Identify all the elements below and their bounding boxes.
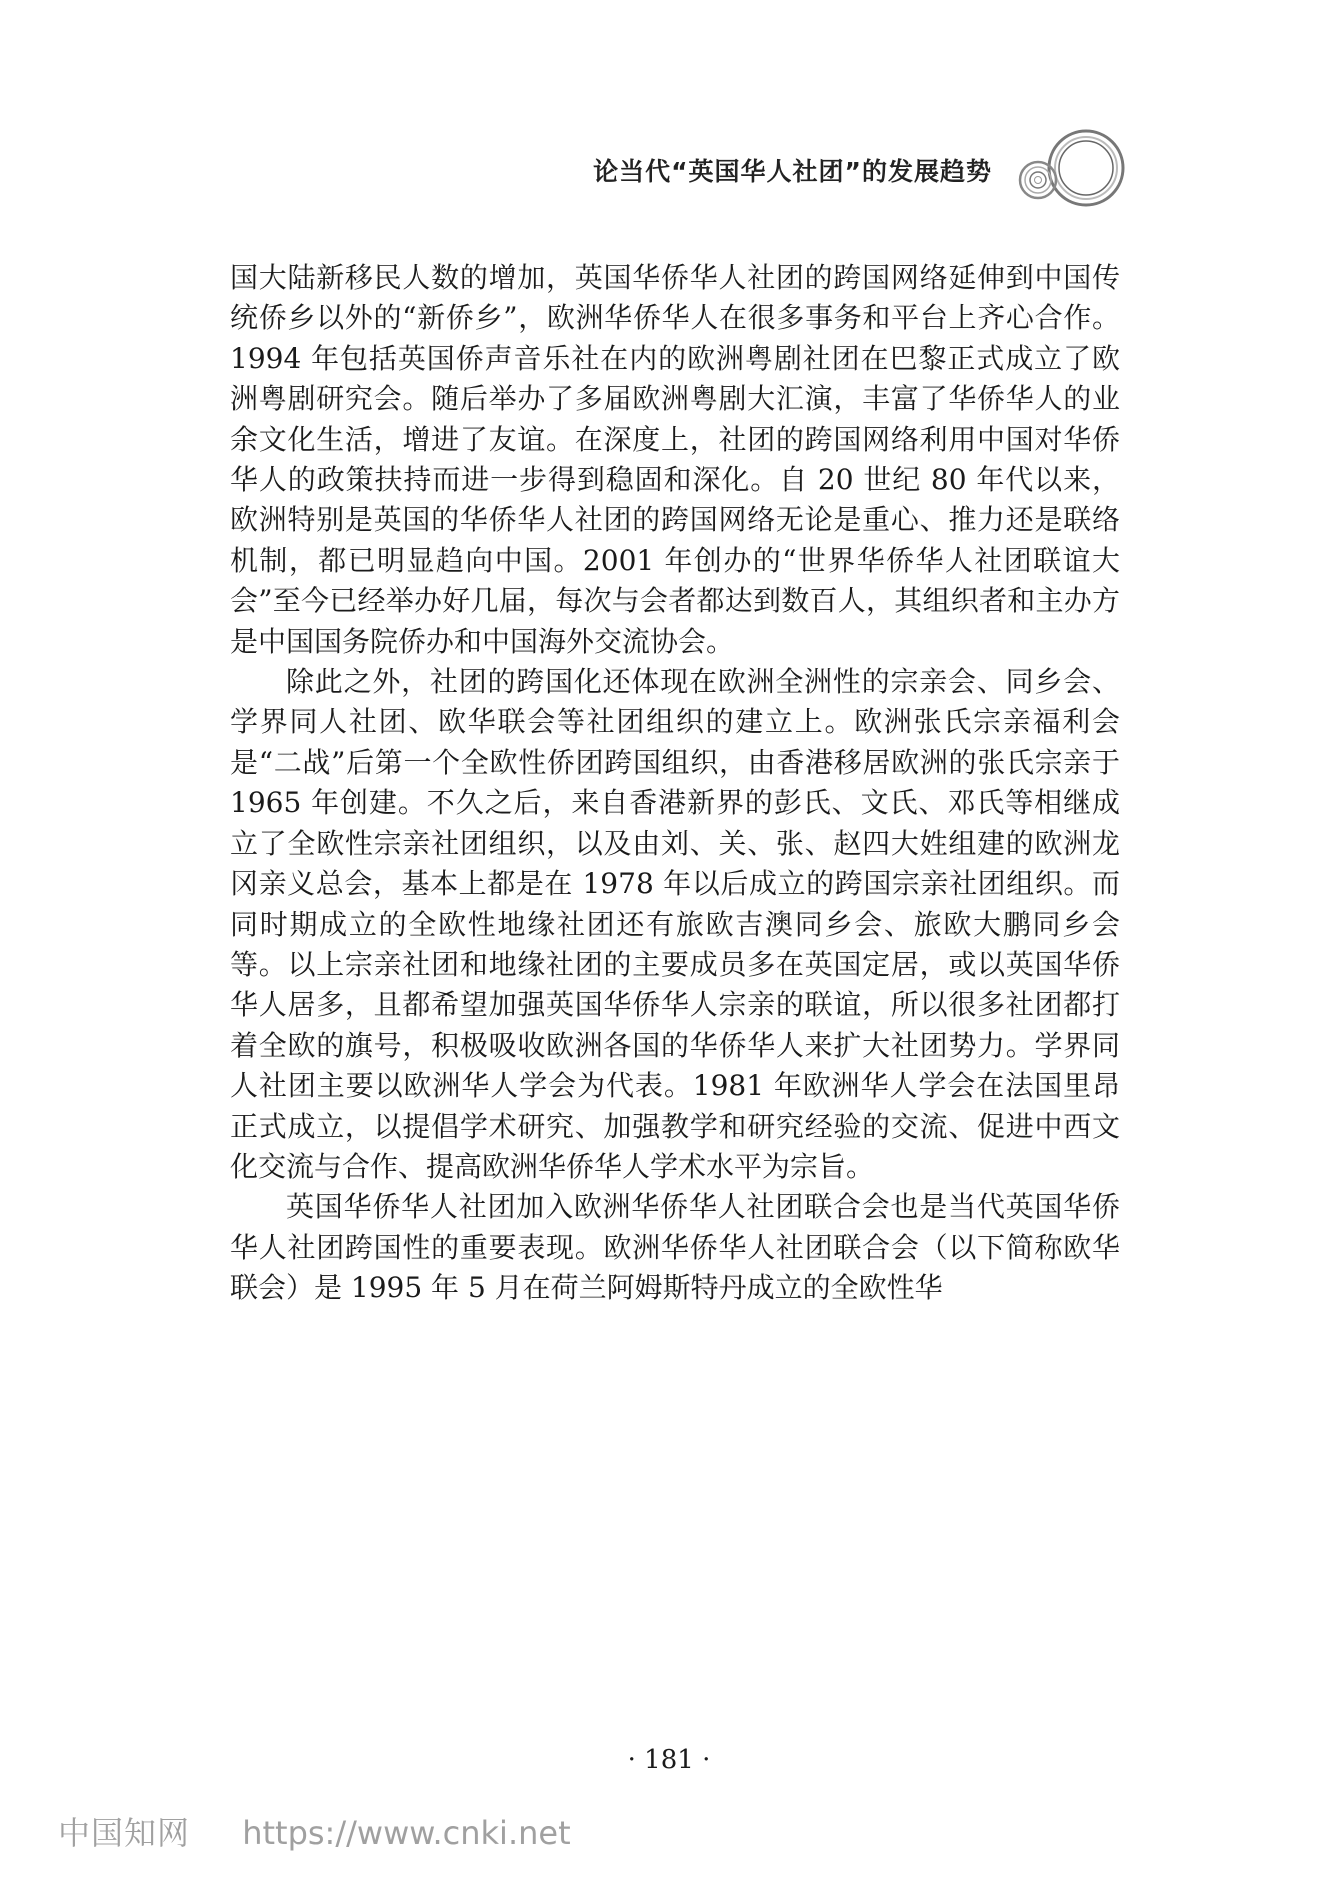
watermark-brand: 中国知网: [58, 1814, 191, 1852]
body-text: [230, 258, 1120, 1309]
paragraph-transnational-clans: 除此之外，社团的跨国化还体现在欧洲全洲性的宗亲会、同乡会、学界同人社团、欧华联会等社团组织的建立上。欧洲张氏宗亲福利会是“二战”后第一个全欧性侨团跨国组织，由香港移居欧洲的张氏宗亲于 1965 年创建。不久之后，来自香港新界的彭氏、文氏、邓氏等相继成立了全欧性宗亲社团组织，以及由刘、关、张、赵四大姓组建的欧洲龙冈亲义总会，基本上都是在 1978 年以后成立的跨国宗亲社团组织。而同时期成立的全欧性地缘社团还有旅欧吉澳同乡会、旅欧大鹏同乡会等。以上宗亲社团和地缘社团的主要成员多在英国定居，或以英国华侨华人居多，且都希望加强英国华侨华人宗亲的联谊，所以很多社团都打着全欧的旗号，积极吸收欧洲各国的华侨华人来扩大社团势力。学界同人社团主要以欧洲华人学会为代表。1981 年欧洲华人学会在法国里昂正式成立，以提倡学术研究、加强教学和研究经验的交流、促进中西文化交流与合作、提高欧洲华侨华人学术水平为宗旨。: [230, 665, 1120, 1183]
watermark-url: https://www.cnki.net: [242, 1814, 571, 1852]
concentric-circles-ornament-icon: [1010, 128, 1130, 208]
page-number: · 181 ·: [627, 1745, 711, 1775]
running-header: 论当代“英国华人社团”的发展趋势: [593, 157, 992, 186]
paragraph-continued: 国大陆新移民人数的增加，英国华侨华人社团的跨国网络延伸到中国传统侨乡以外的“新侨乡”，欧洲华侨华人在很多事务和平台上齐心合作。1994 年包括英国侨声音乐社在内的欧洲粤剧社团在巴黎正式成立了欧洲粤剧研究会。随后举办了多届欧洲粤剧大汇演，丰富了华侨华人的业余文化生活，增进了友谊。在深度上，社团的跨国网络利用中国对华侨华人的政策扶持而进一步得到稳固和深化。自 20 世纪 80 年代以来，欧洲特别是英国的华侨华人社团的跨国网络无论是重心、推力还是联络机制，都已明显趋向中国。2001 年创办的“世界华侨华人社团联谊大会”至今已经举办好几届，每次与会者都达到数百人，其组织者和主办方是中国国务院侨办和中国海外交流协会。: [230, 261, 1120, 658]
cnki-watermark: [58, 1808, 571, 1854]
paragraph-federation: 英国华侨华人社团加入欧洲华侨华人社团联合会也是当代英国华侨华人社团跨国性的重要表现。欧洲华侨华人社团联合会（以下简称欧华联会）是 1995 年 5 月在荷兰阿姆斯特丹成立的全欧性华: [230, 1190, 1120, 1305]
